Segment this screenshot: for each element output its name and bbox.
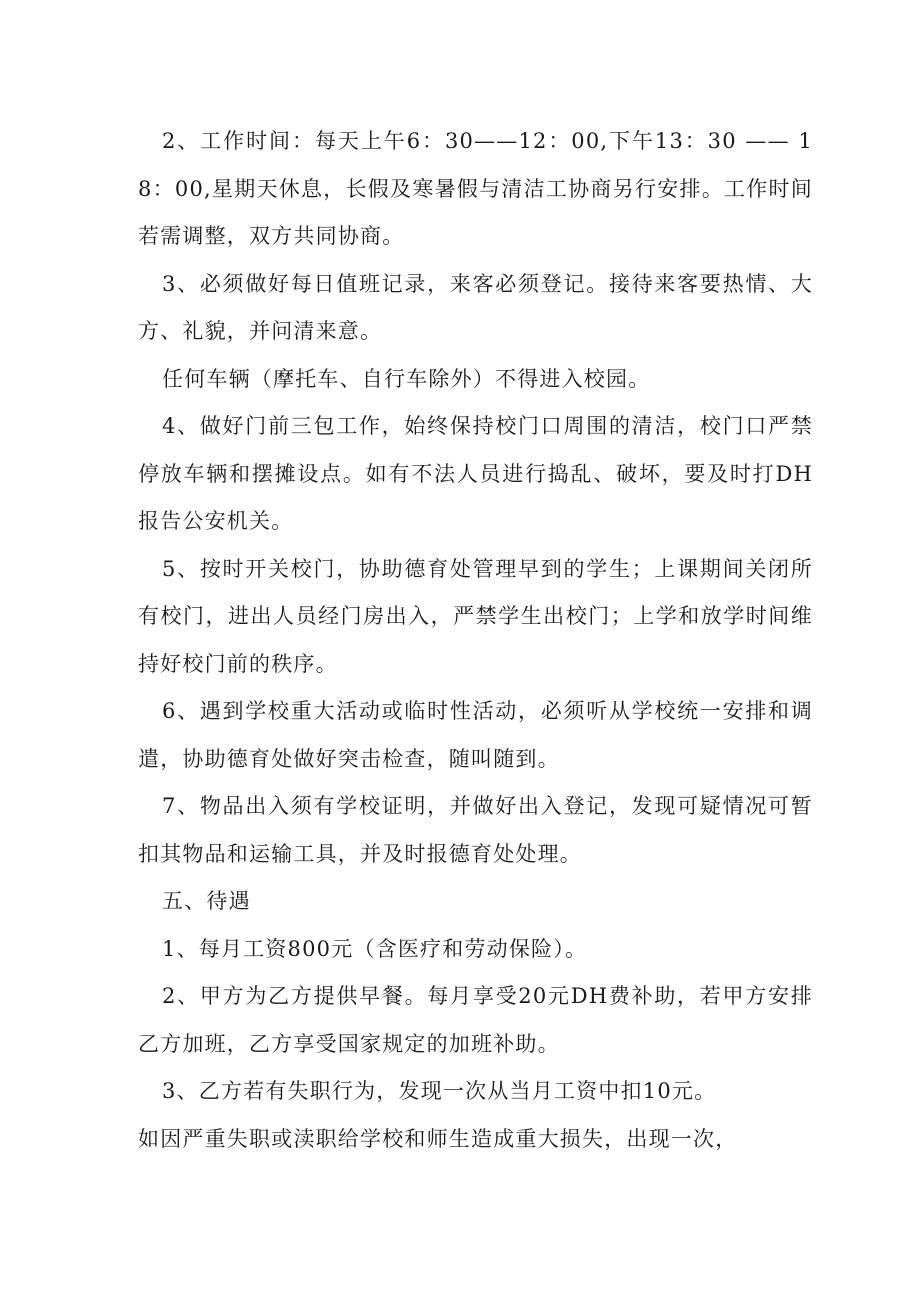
paragraph-vehicle-rule: 任何车辆（摩托车、自行车除外）不得进入校园。 (162, 366, 651, 391)
paragraph-serious-loss: 如因严重失职或渎职给学校和师生造成重大损失，出现一次， (138, 1126, 738, 1151)
paragraph-breakfast-subsidy: 2、甲方为乙方提供早餐。每月享受20元DH费补助，若甲方安排乙方加班，乙方享受国家规定的加班补助。 (138, 984, 813, 1056)
paragraph-gate-cleanliness: 4、做好门前三包工作，始终保持校门口周围的清洁，校门口严禁停放车辆和摆摊设点。如有不法人员进行捣乱、破坏，要及时打DH报告公安机关。 (138, 414, 813, 533)
paragraph-goods-registration: 7、物品出入须有学校证明，并做好出入登记，发现可疑情况可暂扣其物品和运输工具，并及时报德育处处理。 (138, 794, 813, 866)
paragraph-dereliction-deduction: 3、乙方若有失职行为，发现一次从当月工资中扣10元。 (162, 1079, 717, 1103)
paragraph-duty-record: 3、必须做好每日值班记录，来客必须登记。接待来客要热情、大方、礼貌，并问清来意。 (138, 271, 813, 343)
section-heading-treatment: 五、待遇 (162, 889, 251, 913)
paragraph-activities: 6、遇到学校重大活动或临时性活动，必须听从学校统一安排和调遣，协助德育处做好突击检查，随叫随到。 (138, 699, 813, 771)
paragraph-work-hours: 2、工作时间：每天上午6：30——12：00,下午13：30 —— 18：00,星期天休息，长假及寒暑假与清洁工协商另行安排。工作时间若需调整，双方共同协商。 (138, 129, 813, 248)
paragraph-salary: 1、每月工资800元（含医疗和劳动保险）。 (162, 936, 588, 961)
document-body (138, 118, 813, 1163)
paragraph-gate-opening: 5、按时开关校门，协助德育处管理早到的学生；上课期间关闭所有校门，进出人员经门房出入，严禁学生出校门；上学和放学时间维持好校门前的秩序。 (138, 556, 813, 676)
